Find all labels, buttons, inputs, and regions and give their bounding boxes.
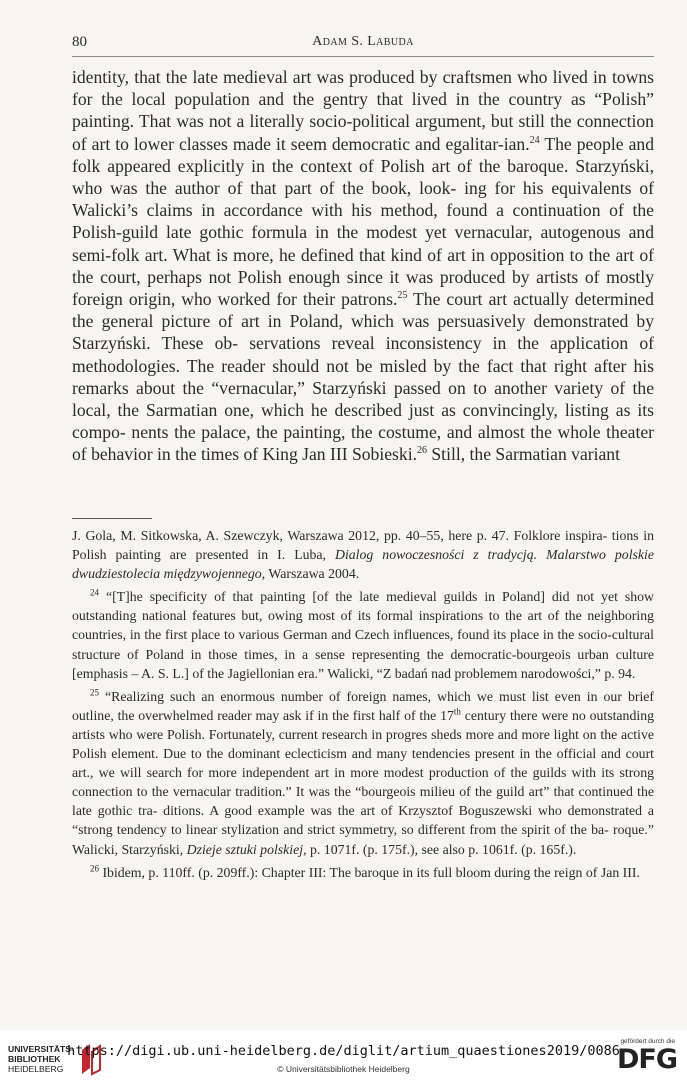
- funder-caption: gefördert durch die: [620, 1038, 675, 1045]
- body-line: ing for his equivalents of Walicki’s claims in accordance with his method,: [72, 178, 654, 221]
- footnote-text: J. Gola, M. Sitkowska, A. Szewczyk, Warszawa 2012, pp. 40–55, here p. 47. Folklore inspira- tions in Polish painting are presented in I. Luba,: [72, 528, 654, 563]
- body-line: ian.: [503, 133, 530, 154]
- body-line: the “vernacular,” Starzyński passed on to another variety of the local, the: [72, 377, 655, 421]
- copyright-notice: © Universitätsbibliothek Heidelberg: [277, 1064, 410, 1074]
- body-line: identity, that the late medieval art was produced by craftsmen who lived in: [72, 67, 607, 87]
- funder-logo[interactable]: [599, 1038, 677, 1078]
- body-line: The court art actually determined the general picture of art: [72, 289, 654, 332]
- footnote-26: [72, 863, 654, 882]
- main-body-text: [72, 66, 654, 466]
- footnote-text: , Warszawa 2004.: [261, 566, 360, 582]
- footnote-text: “[T]he specificity of that painting [of the late medieval guilds in Poland] did not yet show outstanding national features but, owing most of its formal inspirations to the art of the neighboring countries, in the first place to various German and Czech influences, found its place in the socio-cultural structure of Poland in those times, in a sense representing the democratic-bourgeois urban culture [emphasis – A. S. L.] of the Jagiellonian era.” Walicki, “Z badań nad problemem narodowości,” p. 94.: [72, 589, 655, 681]
- footnote-text: “Realizing such an enormous number of foreign names, which we must list even in our brief outline, the overwhelmed reader may ask if in the first half of the 17: [72, 688, 654, 723]
- footnote-continuation: [72, 526, 654, 583]
- body-line: nents the palace, the painting, the costume, and almost the whole theater of: [72, 422, 655, 465]
- ordinal-suffix: th: [453, 706, 461, 717]
- footnote-number: 25: [90, 687, 99, 698]
- body-line: reader should not be misled by the fact that right after his remarks about: [72, 355, 654, 398]
- body-line: servations reveal inconsistency in the application of methodologies. The: [72, 333, 654, 376]
- body-line: found a continuation of the Polish-guild late gothic formula in the modest: [72, 200, 654, 243]
- body-line: towns for the local population and the gentry that lived in the country as: [72, 67, 654, 110]
- footnote-separator: [72, 518, 152, 519]
- page-number: 80: [72, 34, 87, 50]
- footnote-ref-24[interactable]: 24: [529, 134, 540, 146]
- body-line: “Polish” painting. That was not a literally socio-political argument, but still: [72, 89, 654, 132]
- body-line: their patrons.: [302, 289, 398, 310]
- body-line: behavior in the times of King Jan III Sobieski.: [91, 444, 417, 465]
- footnote-24: [72, 587, 654, 682]
- page-header: [72, 34, 654, 57]
- footnote-title-italic: Dzieje sztuki polskiej: [186, 841, 304, 857]
- running-head: Adam S. Labuda: [312, 34, 414, 49]
- body-line: the baroque. Starzyński, who was the author of that part of the book, look-: [72, 155, 654, 199]
- footnotes: [72, 526, 654, 882]
- library-name: UNIVERSITÄTS- BIBLIOTHEK HEIDELBERG: [8, 1044, 74, 1074]
- viewer-footer: [0, 1030, 687, 1082]
- body-line: in Poland, which was persuasively demonstrated by Starzyński. These ob-: [72, 311, 654, 354]
- footnote-ref-26[interactable]: 26: [416, 445, 427, 457]
- page-url-link[interactable]: https://digi.ub.uni-heidelberg.de/diglit/artium_quaestiones2019/0086: [67, 1043, 620, 1059]
- footnote-title-italic: Dialog nowoczesności z tradycją. Malarstwo polskie dwudziestolecia międzywojennego: [72, 547, 654, 582]
- body-line: Sarmatian one, which he described just as convincingly, listing as its compo-: [72, 400, 655, 443]
- body-line: The people and folk appeared explicitly in the context of Polish art of: [72, 133, 654, 176]
- body-line: yet vernacular, autogenous and semi-folk art. What is more, he defined that: [72, 222, 655, 265]
- footnote-text: century there were no outstanding artists who were Polish. Fortunately, current research in progres sheds more and more light on the active Polish element. Due to the dominant eclecticism and many tendencies present in the official and court art., we will search for more independent art in more modest production of the guilds with its strong connection to the vernacular tradition.” It was the “bourgeois milieu of the guild art” that continued the late gothic tra- ditions. A good example was the art of Krzysztof Boguszewski who demonstrated a “strong tendency to linear stylization and strict symmetry, so different from the spirit of the ba- roque.” Walicki, Starzyński,: [72, 707, 654, 857]
- footnote-25: [72, 687, 654, 859]
- footnote-ref-25[interactable]: 25: [397, 290, 408, 302]
- footnote-text: , p. 1071f. (p. 175f.), see also p. 1061f. (p. 165f.).: [303, 841, 577, 857]
- body-line: Still, the Sarmatian variant: [431, 444, 620, 465]
- body-line: since it was produced by artists of mostly foreign origin, who worked for: [72, 266, 654, 310]
- body-line: kind of art in opposition to the art of the court, perhaps not Polish enough: [72, 244, 654, 287]
- footnote-number: 24: [90, 587, 99, 598]
- footnote-text: Ibidem, p. 110ff. (p. 209ff.): Chapter III: The baroque in its full bloom during the reign of Jan III.: [102, 864, 640, 880]
- dfg-logo-icon: DFG: [616, 1044, 677, 1075]
- footnote-number: 26: [90, 863, 99, 873]
- body-line: the connection of art to lower classes made it seem democratic and egalitar-: [72, 111, 654, 154]
